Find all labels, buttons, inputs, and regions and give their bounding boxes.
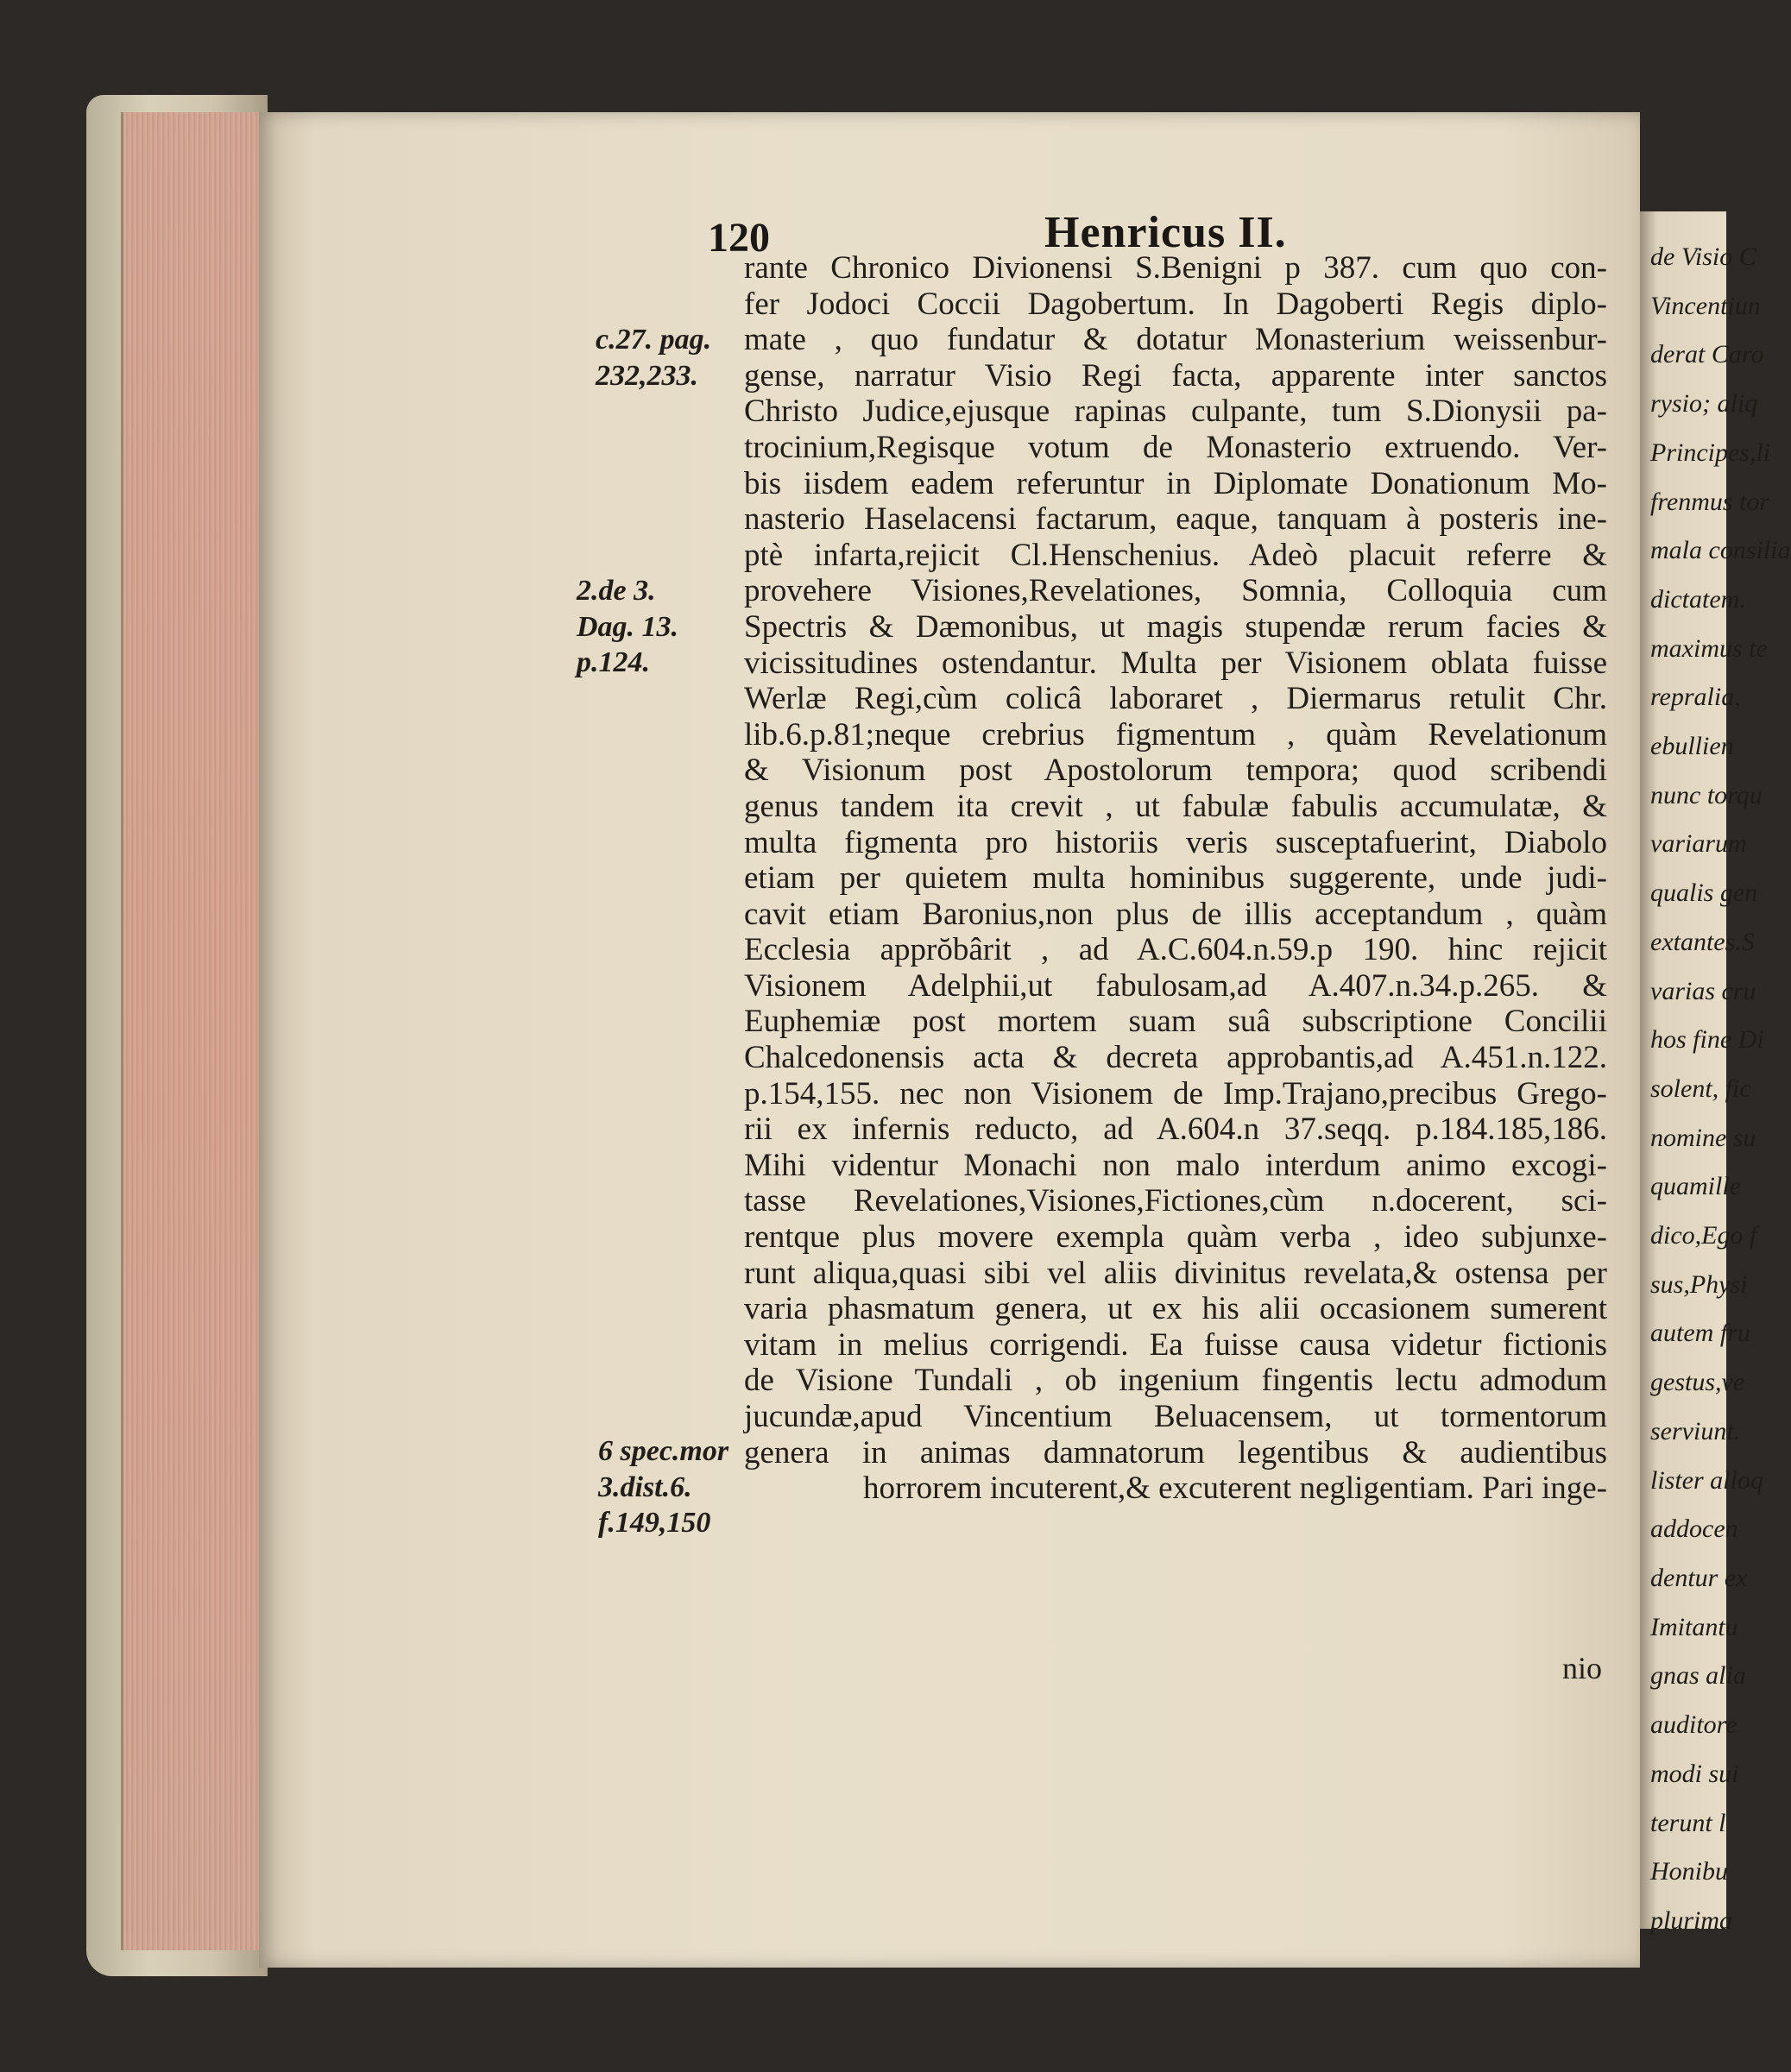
text-line: mate , quo fundatur & dotatur Monasterium weissenbur- xyxy=(744,322,1607,358)
facing-page-line: serviunt. xyxy=(1650,1416,1741,1445)
text-line: genus tandem ita crevit , ut fabulæ fabulis accumulatæ, & xyxy=(744,788,1607,824)
text-line: Ecclesia apprŏbârit , ad A.C.604.n.59.p 190. hinc rejicit xyxy=(744,932,1607,968)
text-line: nasterio Haselacensi factarum, eaque, tanquam à posteris ine- xyxy=(744,501,1607,538)
text-line: cavit etiam Baronius,non plus de illis acceptandum , quàm xyxy=(744,896,1607,932)
text-line: rii ex infernis reducto, ad A.604.n 37.seqq. p.184.185,186. xyxy=(744,1112,1607,1148)
facing-page-line: plurima xyxy=(1650,1905,1733,1935)
text-line: horrorem incuterent,& excuterent negligentiam. Pari inge- xyxy=(863,1471,1607,1507)
facing-page-line: gnas alia xyxy=(1650,1661,1746,1691)
margin-note-1 xyxy=(596,322,729,394)
margin-note-3 xyxy=(598,1433,732,1541)
facing-page-line: dictatem. xyxy=(1650,584,1746,614)
text-line: runt aliqua,quasi sibi vel aliis divinitus revelata,& ostensa per xyxy=(744,1255,1607,1291)
facing-page-line: autem fru xyxy=(1650,1319,1750,1348)
text-line: Visionem Adelphii,ut fabulosam,ad A.407.n.34.p.265. & xyxy=(744,967,1607,1004)
text-line: varia phasmatum genera, ut ex his alii occasionem sumerent xyxy=(744,1291,1607,1327)
text-line: genera in animas damnatorum legentibus & audientibus xyxy=(744,1434,1607,1471)
text-line: Mihi videntur Monachi non malo interdum animo excogi- xyxy=(744,1147,1607,1183)
facing-page-line: Principes,li xyxy=(1650,438,1771,467)
page-edges xyxy=(121,112,274,1950)
text-line: p.154,155. nec non Visionem de Imp.Trajano,precibus Grego- xyxy=(744,1075,1607,1112)
facing-page-line: lister alloq xyxy=(1650,1465,1763,1495)
margin-note-line: 232,233. xyxy=(596,359,698,392)
text-line: tasse Revelationes,Visiones,Fictiones,cùm n.docerent, sci- xyxy=(744,1183,1607,1219)
facing-page-line: derat Caro xyxy=(1650,340,1764,369)
text-line: bis iisdem eadem referuntur in Diplomate Donationum Mo- xyxy=(744,465,1607,501)
facing-page-line: variarum xyxy=(1650,829,1747,859)
text-line: multa figmenta pro historiis veris susceptafuerint, Diabolo xyxy=(744,824,1607,860)
facing-page-line: addocen xyxy=(1650,1515,1738,1544)
margin-note-line: c.27. pag. xyxy=(596,324,712,356)
text-line: fer Jodoci Coccii Dagobertum. In Dagoberti Regis diplo- xyxy=(744,286,1607,322)
margin-note-line: f.149,150 xyxy=(598,1507,711,1540)
text-line: de Visione Tundali , ob ingenium fingentis lectu admodum xyxy=(744,1363,1607,1399)
facing-page-line: auditore xyxy=(1650,1710,1737,1740)
facing-page-line: qualis gen xyxy=(1650,879,1758,908)
text-line: Werlæ Regi,cùm colicâ laboraret , Diermarus retulit Chr. xyxy=(744,681,1607,717)
facing-page-line: repralia, xyxy=(1650,683,1741,712)
facing-page-line: mala consilia xyxy=(1650,536,1791,565)
text-line: jucundæ,apud Vincentium Beluacensem, ut tormentorum xyxy=(744,1399,1607,1434)
facing-page-line: de Visio C xyxy=(1650,242,1756,271)
page-number: 120 xyxy=(708,215,770,261)
text-line: vitam in melius corrigendi. Ea fuisse causa videtur fictionis xyxy=(744,1326,1607,1363)
text-line: rante Chronico Divionensi S.Benigni p 387. cum quo con- xyxy=(744,250,1607,286)
margin-note-line: 3.dist.6. xyxy=(598,1471,692,1503)
text-line: trocinium,Regisque votum de Monasterio extruendo. Ver- xyxy=(744,429,1607,465)
margin-note-line: 2.de 3. xyxy=(577,575,656,607)
text-line: Euphemiæ post mortem suam suâ subscriptione Concilii xyxy=(744,1004,1607,1040)
facing-page-line: sus,Physi xyxy=(1650,1269,1748,1299)
facing-page-line: maximus te xyxy=(1650,633,1768,663)
facing-page-line: nomine su xyxy=(1650,1123,1756,1152)
facing-page-line: hos fine Di xyxy=(1650,1025,1764,1055)
margin-note-2 xyxy=(577,573,710,681)
facing-page-line: rysio; aliq xyxy=(1650,389,1758,419)
text-line: vicissitudines ostendantur. Multa per Visionem oblata fuisse xyxy=(744,645,1607,681)
main-text-block xyxy=(744,250,1607,1507)
text-line: provehere Visiones,Revelationes, Somnia, Colloquia cum xyxy=(744,573,1607,609)
facing-page-line: dentur ex xyxy=(1650,1563,1748,1592)
text-line: ptè infarta,rejicit Cl.Henschenius. Adeò placuit referre & xyxy=(744,537,1607,573)
text-line: Chalcedonensis acta & decreta approbantis,ad A.451.n.122. xyxy=(744,1040,1607,1076)
facing-page-line: gestus,ve xyxy=(1650,1368,1745,1397)
text-line: lib.6.p.81;neque crebrius figmentum , quàm Revelationum xyxy=(744,716,1607,753)
facing-page-line: ebullien xyxy=(1650,732,1734,761)
text-line: Christo Judice,ejusque rapinas culpante, tum S.Dionysii pa- xyxy=(744,394,1607,430)
facing-page-text xyxy=(1650,233,1791,1946)
facing-page-line: terunt l xyxy=(1650,1808,1726,1837)
facing-page-line: dico,Ego f xyxy=(1650,1221,1757,1250)
text-line: & Visionum post Apostolorum tempora; quod scribendi xyxy=(744,753,1607,789)
facing-page-line: frenmus tor xyxy=(1650,487,1770,516)
margin-note-line: 6 spec.mor xyxy=(598,1435,729,1467)
facing-page-line: Imitantu xyxy=(1650,1612,1738,1641)
facing-page-line: varias cru xyxy=(1650,976,1756,1005)
text-line: etiam per quietem multa hominibus suggerente, unde judi- xyxy=(744,860,1607,897)
facing-page-line: solent, fic xyxy=(1650,1074,1751,1103)
margin-note-line: Dag. 13. xyxy=(577,610,679,643)
facing-page-line: quamille xyxy=(1650,1172,1741,1201)
facing-page-line: Vincentiun xyxy=(1650,291,1761,320)
catchword: nio xyxy=(1562,1651,1603,1685)
facing-page-line: extantes.S xyxy=(1650,927,1755,956)
running-head: Henricus II. xyxy=(1044,208,1287,257)
facing-page-line: modi sui xyxy=(1650,1759,1739,1788)
facing-page-line: Honibu xyxy=(1650,1857,1728,1886)
text-line: Spectris & Dæmonibus, ut magis stupendæ rerum facies & xyxy=(744,608,1607,645)
text-line: rentque plus movere exempla quàm verba , ideo subjunxe- xyxy=(744,1219,1607,1256)
text-line: gense, narratur Visio Regi facta, apparente inter sanctos xyxy=(744,357,1607,394)
margin-note-line: p.124. xyxy=(577,646,650,679)
facing-page-line: nunc torqu xyxy=(1650,780,1763,809)
